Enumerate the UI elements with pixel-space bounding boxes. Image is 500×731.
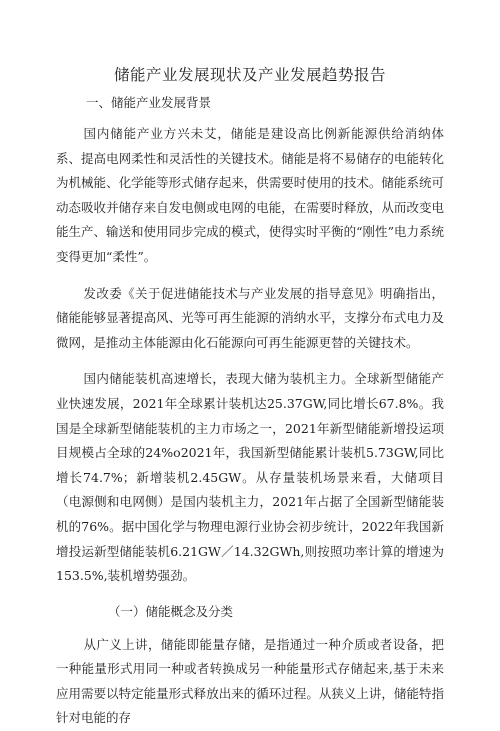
document-title: 储能产业发展现状及产业发展趋势报告	[113, 66, 386, 84]
section-heading-background: 一、储能产业发展背景	[86, 95, 212, 110]
paragraph-installation-growth: 国内储能装机高速增长，表现大储为装机主力。全球新型储能产业快速发展，2021年全球累计装机达25.37GW,同比增长67.8%。我国是全球新型储能装机的主力市场之一，2021年新型储能新增投运项目规模占全球的24%o2021年，我国新型储能累计装机5.73GW,同比增长74.7%；新增装机2.45GW。从存量装机场景来看，大储项目（电源侧和电网侧）是国内装机主力，2021年占据了全国新型储能装机的76%。据中国化学与物理电源行业协会初步统计，2022年我国新增投运新型储能装机6.21GW／14.32GWh,则按照功率计算的增速为153.5%,装机增势强劲。	[56, 371, 444, 584]
paragraph-storage-definition: 从广义上讲，储能即能量存储，是指通过一种介质或者设备，把一种能量形式用同一种或者转换成另一种能量形式存储起来,基于未来应用需要以特定能量形式释放出来的循环过程。从狭义上讲，储能特指针对电能的存	[56, 636, 444, 726]
paragraph-policy-guidance: 发改委《关于促进储能技术与产业发展的指导意见》明确指出，储能能够显著提高风、光等可再生能源的消纳水平，支撑分布式电力及微网，是推动主体能源由化石能源向可再生能源更替的关键技术。	[56, 285, 444, 350]
subsection-heading-concept: （一）储能概念及分类	[108, 603, 234, 619]
paragraph-storage-intro: 国内储能产业方兴未艾，储能是建设高比例新能源供给消纳体系、提高电网柔性和灵活性的关键技术。储能是将不易储存的电能转化为机械能、化学能等形式储存起来，供需要时使用的技术。储能系统可动态吸收并储存来自发电侧或电网的电能，在需要时释放，从而改变电能生产、输送和使用同步完成的模式，使得实时平衡的“刚性”电力系统变得更加“柔性”。	[56, 126, 444, 264]
